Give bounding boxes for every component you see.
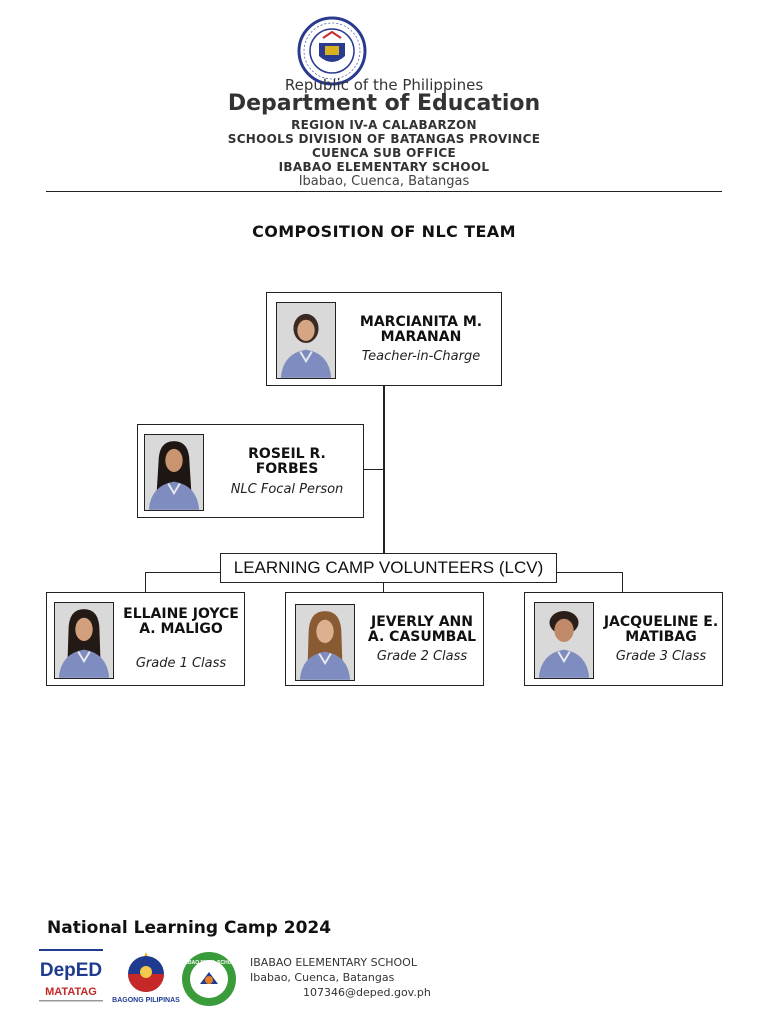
header-division: SCHOOLS DIVISION OF BATANGAS PROVINCE [227,132,541,146]
person-name: ELLAINE JOYCE A. MALIGO [123,606,239,637]
person-role: Teacher-in-Charge [361,349,481,364]
svg-text:MATATAG: MATATAG [45,986,97,998]
org-card-volunteer-1 [46,592,245,686]
deped-matatag-logo [38,948,104,1006]
connector-lcv-right-drop [622,572,623,593]
portrait-photo [54,602,114,679]
portrait-photo [295,604,355,681]
portrait-photo [144,434,204,511]
header-republic: Republic of the Philippines [284,76,484,94]
footer-title: National Learning Camp 2024 [47,918,332,938]
connector-lcv-right [556,572,623,573]
org-card-head [266,292,502,386]
header-school: IBABAO ELEMENTARY SCHOOL [278,160,490,174]
person-role: Grade 2 Class [376,649,468,664]
org-card-focal [137,424,364,518]
header-address: Ibabao, Cuenca, Batangas [298,174,470,189]
person-name: MARCIANITA M. MARANAN [359,314,483,345]
person-name: JACQUELINE E. MATIBAG [603,614,719,645]
school-seal-logo [178,950,240,1008]
header-sub-office: CUENCA SUB OFFICE [312,146,456,160]
svg-text:DepED: DepED [39,960,103,981]
footer-address: Ibabao, Cuenca, Batangas [250,971,395,984]
person-role: Grade 3 Class [615,649,707,664]
document-title: COMPOSITION OF NLC TEAM [252,222,516,241]
portrait-photo [534,602,594,679]
org-card-volunteer-2 [285,592,484,686]
org-card-volunteer-3 [524,592,723,686]
svg-text:BAGONG PILIPINAS: BAGONG PILIPINAS [112,997,180,1004]
connector-lcv-left [145,572,221,573]
header-region: REGION IV-A CALABARZON [291,118,477,132]
header-department: Department of Education [227,91,541,116]
footer-email: 107346@deped.gov.ph [303,986,431,999]
bagong-pilipinas-logo [112,948,180,1006]
connector-focal [363,469,384,470]
person-role: Grade 1 Class [135,656,227,671]
footer-school-name: IBABAO ELEMENTARY SCHOOL [250,956,417,969]
person-role: NLC Focal Person [230,482,344,497]
svg-text:IBABAO ELEM. SCHOOL: IBABAO ELEM. SCHOOL [179,960,239,966]
header-divider [46,191,722,192]
connector-lcv-left-drop [145,572,146,593]
person-name: ROSEIL R. FORBES [248,446,326,477]
portrait-photo [276,302,336,379]
lcv-group-label: LEARNING CAMP VOLUNTEERS (LCV) [220,553,557,583]
person-name: JEVERLY ANN A. CASUMBAL [367,614,477,645]
